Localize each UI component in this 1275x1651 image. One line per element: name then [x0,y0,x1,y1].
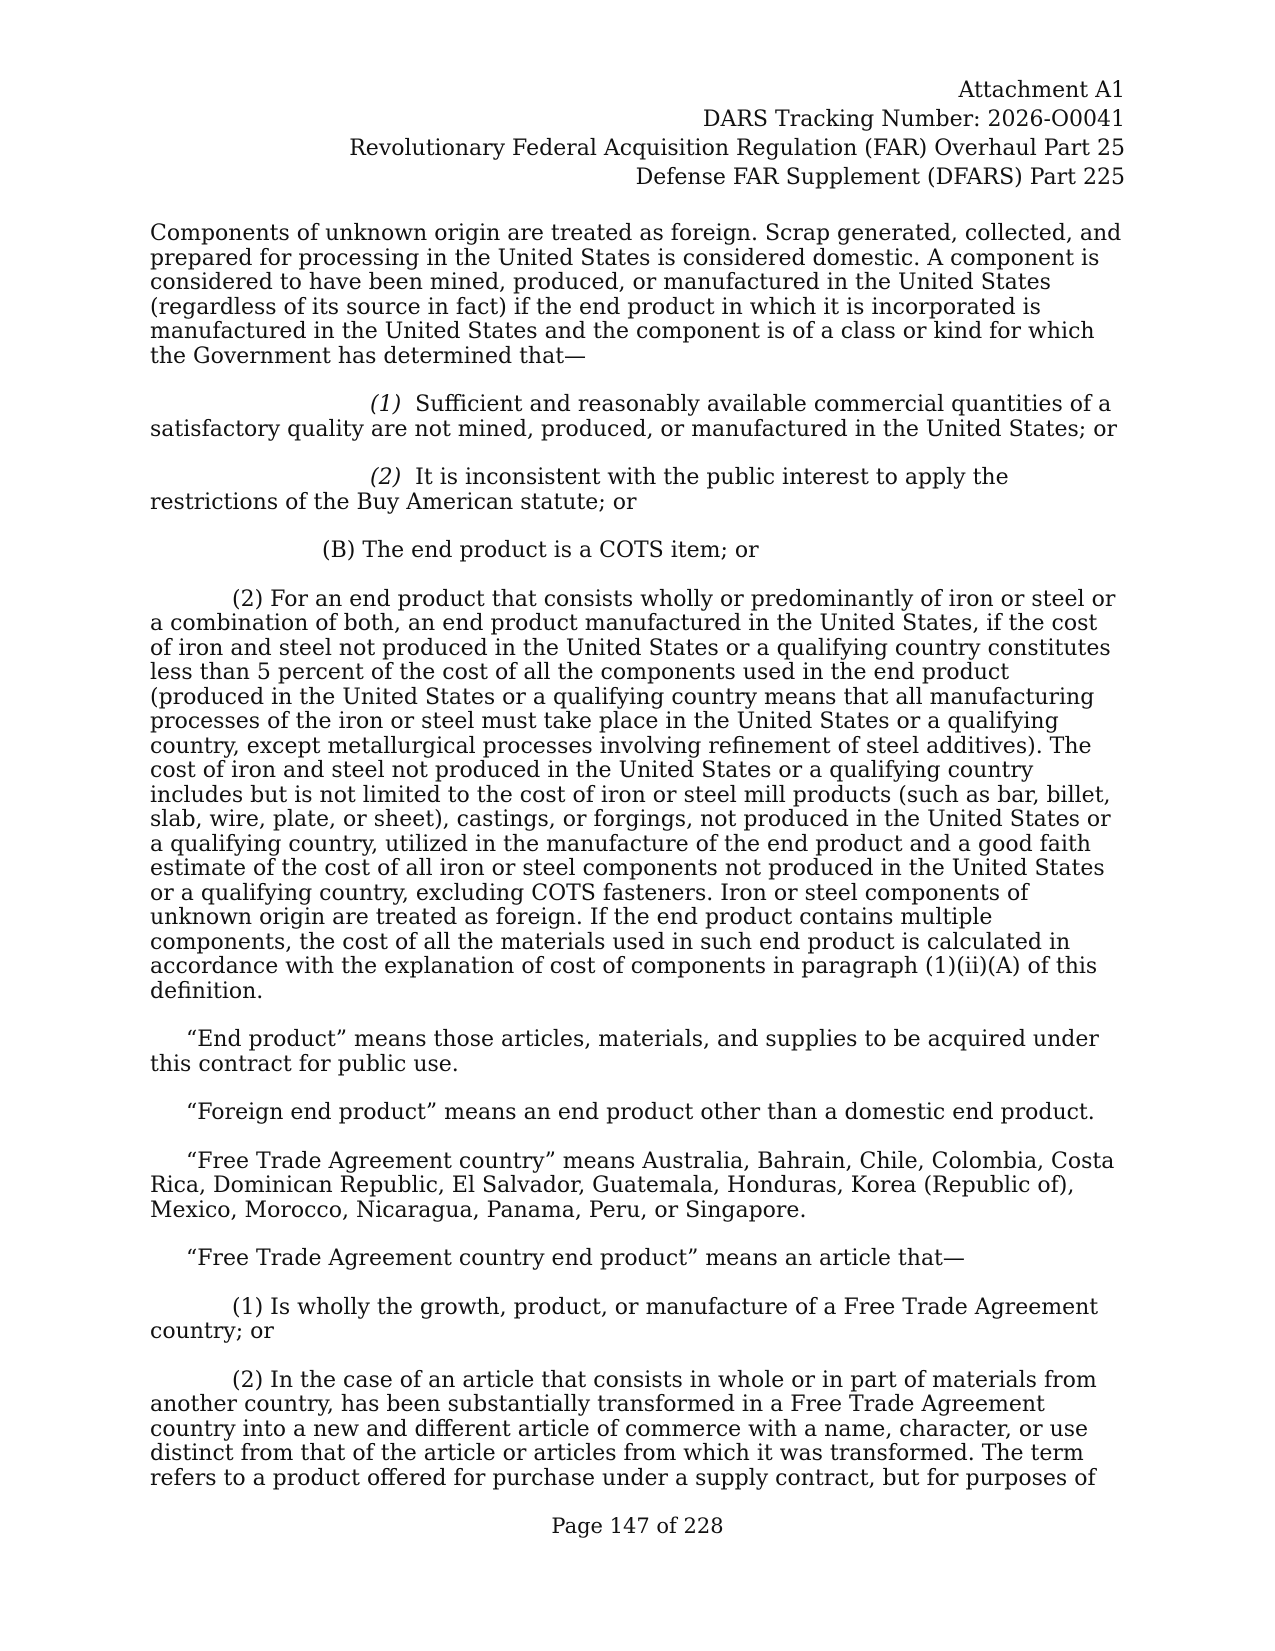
definition-foreign-end-product: “Foreign end product” means an end product other than a domestic end product. [186,1100,1095,1125]
document-body [150,222,1125,1515]
definition-end-product: “End product” means those articles, materials, and supplies to be acquired under this contract for public use. [150,1027,1099,1077]
paragraph-sub-1 [150,393,1125,442]
paragraph-components-origin: Components of unknown origin are treated as foreign. Scrap generated, collected, and prepared for processing in the United States is considered domestic. A component is considered to have been mined, produced, or manufactured in the United States (regardless of its source in fact) if the end product in which it is incorporated is manufactured in the United States and the component is of a class or kind for which the Government has determined that— [150,221,1122,369]
page-header [349,76,1125,192]
paragraph-fta-wholly: (1) Is wholly the growth, product, or manufacture of a Free Trade Agreement country; or [150,1294,1099,1344]
definition-fta-country-end-product: “Free Trade Agreement country end product” means an article that— [186,1246,965,1271]
header-dfars-part: Defense FAR Supplement (DFARS) Part 225 [635,165,1125,190]
paragraph-cots-item: (B) The end product is a COTS item; or [322,538,759,563]
paragraph-sub-2-label: (2) [370,465,402,490]
paragraph-sub-1-label: (1) [370,392,402,417]
paragraph-sub-1-text: Sufficient and reasonably available commercial quantities of a satisfactory quality are not mined, produced, or manufactured in the United States; or [150,392,1117,442]
page-number: Page 147 of 228 [551,1514,724,1538]
paragraph-sub-2-text: It is inconsistent with the public interest to apply the restrictions of the Buy American statute; or [150,465,1009,515]
header-attachment: Attachment A1 [958,78,1125,103]
definition-fta-country: “Free Trade Agreement country” means Australia, Bahrain, Chile, Colombia, Costa Rica, Dominican Republic, El Salvador, Guatemala, Honduras, Korea (Republic of), Mexico, Morocco, Nicaragua, Panama, Peru, or Singapore. [150,1148,1115,1223]
paragraph-fta-transformed: (2) In the case of an article that consists in whole or in part of materials from another country, has been substantially transformed in a Free Trade Agreement country into a new and different article of commerce with a name, character, or use distinct from that of the article or articles from which it was transformed. The term refers to a product offered for purchase under a supply contract, but for purposes of [150,1367,1097,1491]
header-far-part: Revolutionary Federal Acquisition Regulation (FAR) Overhaul Part 25 [349,136,1125,161]
header-tracking-number: DARS Tracking Number: 2026-O0041 [702,107,1125,132]
paragraph-iron-steel: (2) For an end product that consists wholly or predominantly of iron or steel or a combination of both, an end product manufactured in the United States, if the cost of iron and steel not produced in the United States or a qualifying country constitutes less than 5 percent of the cost of all the components used in the end product (produced in the United States or a qualifying country means that all manufacturing processes of the iron or steel must take place in the United States or a qualifying country, except metallurgical processes involving refinement of steel additives). The cost of iron and steel not produced in the United States or a qualifying country includes but is not limited to the cost of iron or steel mill products (such as bar, billet, slab, wire, plate, or sheet), castings, or forgings, not produced in the United States or a qualifying country, utilized in the manufacture of the end product and a good faith estimate of the cost of all iron or steel components not produced in the United States or a qualifying country, excluding COTS fasteners. Iron or steel components of unknown origin are treated as foreign. If the end product contains multiple components, the cost of all the materials used in such end product is calculated in accordance with the explanation of cost of components in paragraph (1)(ii)(A) of this definition. [150,586,1116,1004]
paragraph-sub-2 [150,466,1125,515]
